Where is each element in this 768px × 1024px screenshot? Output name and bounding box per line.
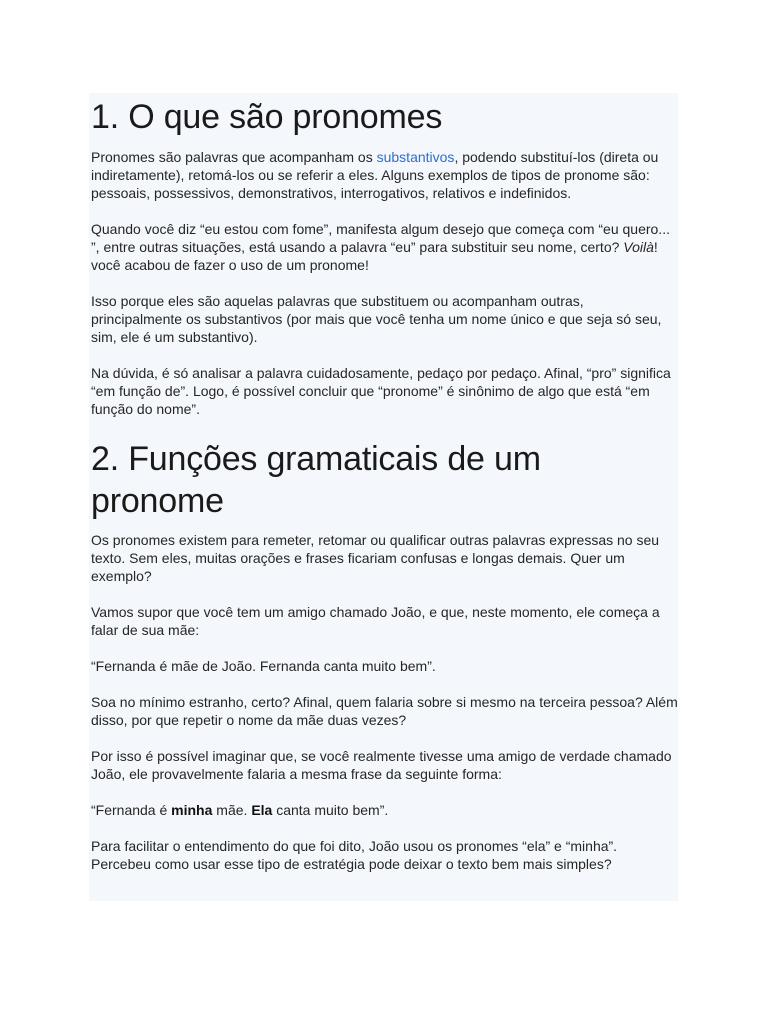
paragraph-text: canta muito bem”.	[272, 802, 389, 818]
section-2-paragraph-7: Para facilitar o entendimento do que foi dito, João usou os pronomes “ela” e “minha”. Percebeu como usar esse tipo de estratégia pode deixar o texto bem mais simples?	[91, 838, 618, 872]
section-1-paragraph-2	[91, 220, 678, 274]
section-1-title: 1. O que são pronomes	[91, 98, 443, 136]
paragraph-text: mãe.	[212, 802, 252, 818]
section-2-paragraph-3: “Fernanda é mãe de João. Fernanda canta muito bem”.	[91, 658, 436, 674]
document-page	[89, 93, 678, 901]
section-2-title: 2. Funções gramaticais de um pronome	[91, 440, 541, 520]
section-2-paragraph-1: Os pronomes existem para remeter, retomar ou qualificar outras palavras expressas no seu texto. Sem eles, muitas orações e frases ficariam confusas e longas demais. Quer um exemplo?	[91, 532, 660, 584]
section-2-paragraph-5: Por isso é possível imaginar que, se você realmente tivesse uma amigo de verdade chamado João, ele provavelmente falaria a mesma frase da seguinte forma:	[91, 748, 672, 782]
paragraph-text: “Fernanda é	[91, 802, 172, 818]
bold-text: minha	[171, 802, 213, 818]
substantivos-link[interactable]: substantivos	[376, 149, 455, 165]
section-1-paragraph-3: Isso porque eles são aquelas palavras que substituem ou acompanham outras, principalmente os substantivos (por mais que você tenha um nome único e que seja só seu, sim, ele é um substantivo).	[91, 293, 662, 345]
section-2-paragraph-6	[91, 801, 678, 819]
section-1-paragraph-1	[91, 148, 678, 202]
paragraph-text: Pronomes são palavras que acompanham os	[91, 149, 377, 165]
section-1-paragraph-4: Na dúvida, é só analisar a palavra cuidadosamente, pedaço por pedaço. Afinal, “pro” significa “em função de”. Logo, é possível concluir que “pronome” é sinônimo de algo que está “em função do nome”.	[91, 365, 671, 417]
section-2-paragraph-4: Soa no mínimo estranho, certo? Afinal, quem falaria sobre si mesmo na terceira pessoa? Além disso, por que repetir o nome da mãe duas vezes?	[91, 694, 678, 728]
bold-text: Ela	[251, 802, 273, 818]
paragraph-text: , podendo substituí-los (direta ou indiretamente), retomá-los ou se referir a eles. Alguns exemplos de tipos de pronome são: pessoais, possessivos, demonstrativos, interrogativos, relativos e indefinidos.	[91, 149, 659, 201]
italic-text: Voilà	[623, 239, 654, 255]
paragraph-text: ! você acabou de fazer o uso de um pronome!	[91, 239, 658, 273]
paragraph-text: Quando você diz “eu estou com fome”, manifesta algum desejo que começa com “eu quero... ”, entre outras situações, está usando a palavra “eu” para substituir seu nome, certo?	[91, 221, 670, 255]
section-2-paragraph-2: Vamos supor que você tem um amigo chamado João, e que, neste momento, ele começa a falar de sua mãe:	[91, 604, 660, 638]
